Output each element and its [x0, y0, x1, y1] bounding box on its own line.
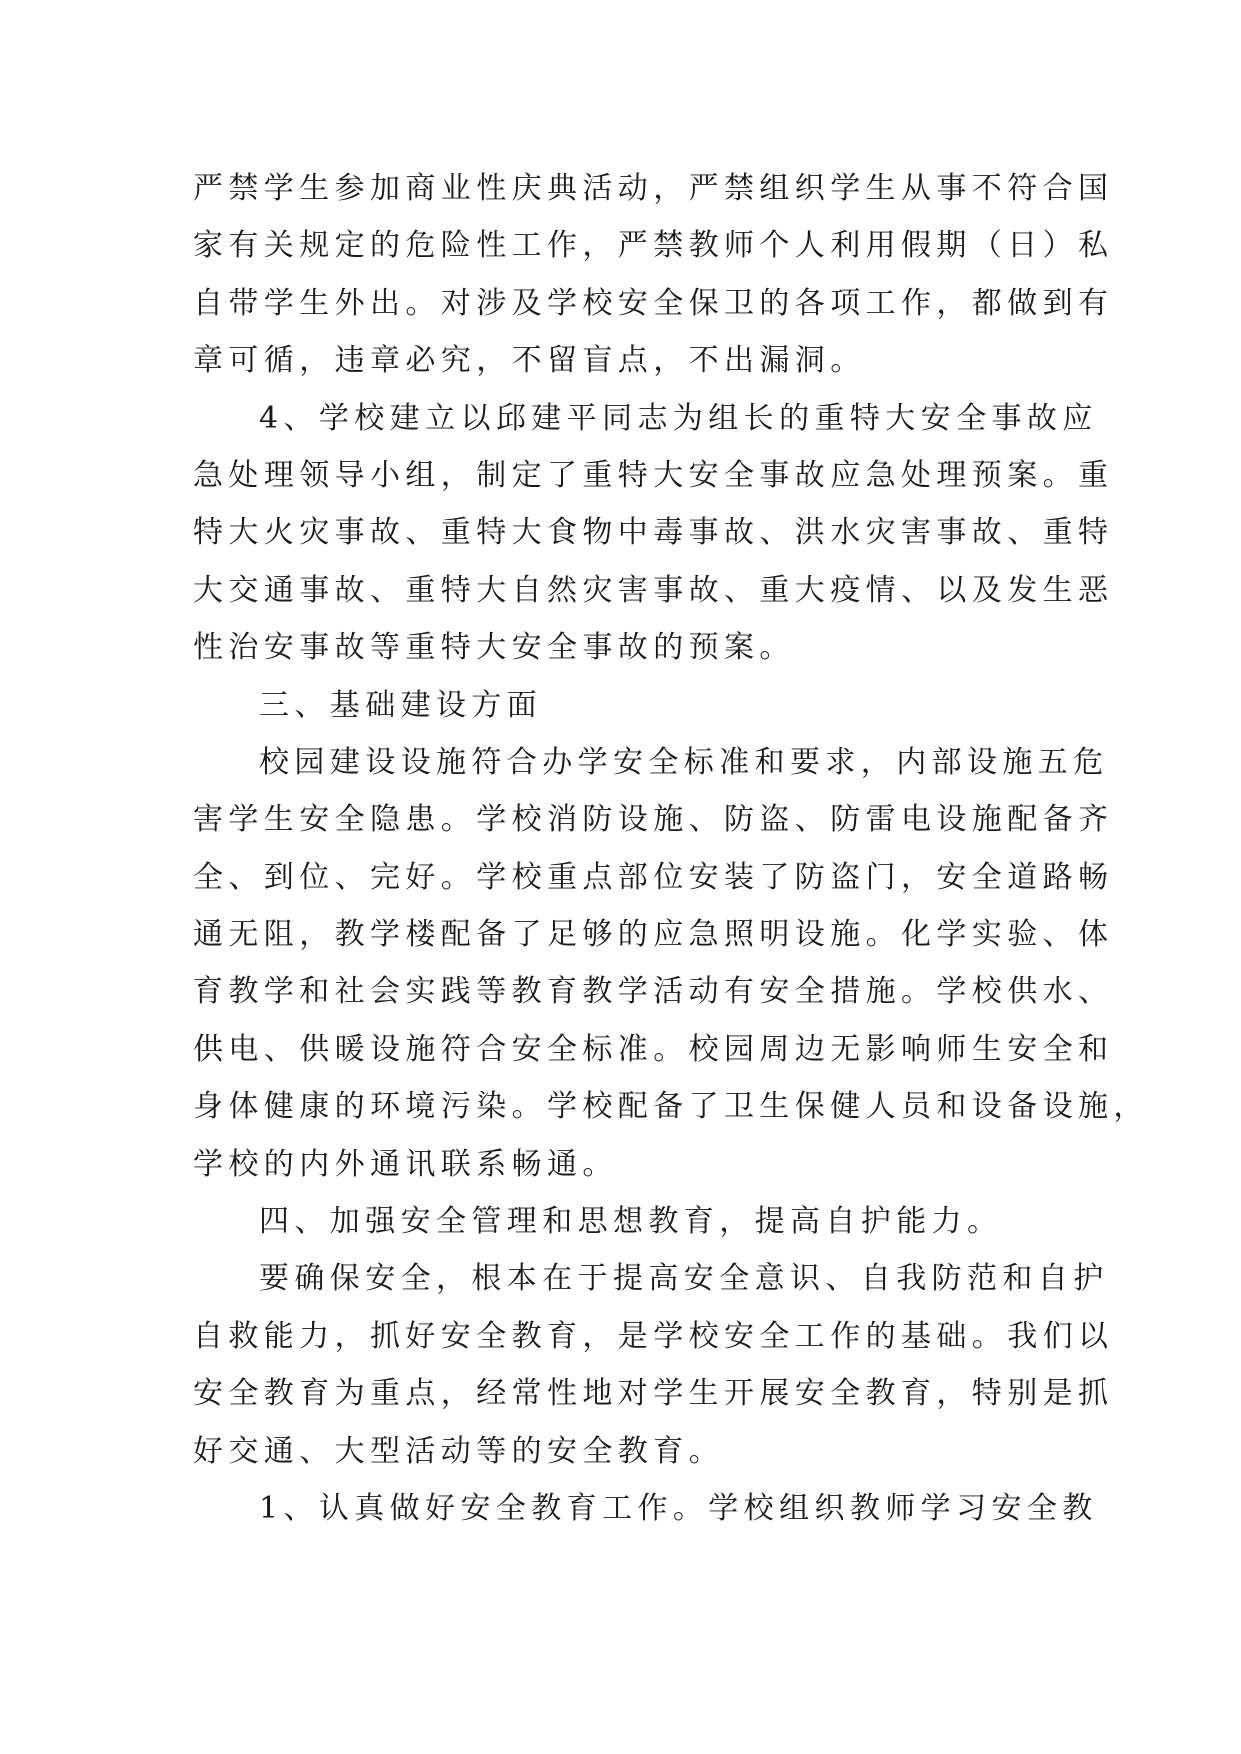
document-line: 急处理领导小组，制定了重特大安全事故应急处理预案。重 [193, 457, 1114, 493]
document-line: 害学生安全隐患。学校消防设施、防盗、防雷电设施配备齐 [193, 802, 1114, 838]
document-line: 四、加强安全管理和思想教育，提高自护能力。 [259, 1204, 1003, 1240]
document-line: 要确保安全，根本在于提高安全意识、自我防范和自护 [259, 1261, 1109, 1297]
document-line: 通无阻，教学楼配备了足够的应急照明设施。化学实验、体 [193, 917, 1114, 953]
document-line: 好交通、大型活动等的安全教育。 [193, 1433, 724, 1469]
document-line: 全、到位、完好。学校重点部位安装了防盗门，安全道路畅 [193, 859, 1114, 895]
document-line: 育教学和社会实践等教育教学活动有安全措施。学校供水、 [193, 974, 1114, 1010]
document-line: 家有关规定的危险性工作，严禁教师个人利用假期（日）私 [193, 228, 1114, 264]
document-line: 自带学生外出。对涉及学校安全保卫的各项工作，都做到有 [193, 285, 1114, 321]
document-body [193, 160, 1149, 1537]
document-line: 学校的内外通讯联系畅通。 [193, 1146, 618, 1182]
document-line: 供电、供暖设施符合安全标准。校园周边无影响师生安全和 [193, 1031, 1114, 1067]
document-line: 大交通事故、重特大自然灾害事故、重大疫情、以及发生恶 [193, 572, 1114, 608]
document-line: 4、学校建立以邱建平同志为组长的重特大安全事故应 [259, 400, 1098, 436]
document-line: 章可循，违章必究，不留盲点，不出漏洞。 [193, 343, 866, 379]
document-line: 身体健康的环境污染。学校配备了卫生保健人员和设备设施， [193, 1089, 1149, 1125]
document-line: 1、认真做好安全教育工作。学校组织教师学习安全教 [259, 1490, 1098, 1526]
document-line: 安全教育为重点，经常性地对学生开展安全教育，特别是抓 [193, 1376, 1114, 1412]
document-line: 性治安事故等重特大安全事故的预案。 [193, 630, 795, 666]
document-line: 特大火灾事故、重特大食物中毒事故、洪水灾害事故、重特 [193, 515, 1114, 551]
document-line: 校园建设设施符合办学安全标准和要求，内部设施五危 [259, 744, 1109, 780]
document-line: 三、基础建设方面 [259, 687, 543, 723]
document-line: 自救能力，抓好安全教育，是学校安全工作的基础。我们以 [193, 1318, 1114, 1354]
document-line: 严禁学生参加商业性庆典活动，严禁组织学生从事不符合国 [193, 171, 1114, 206]
